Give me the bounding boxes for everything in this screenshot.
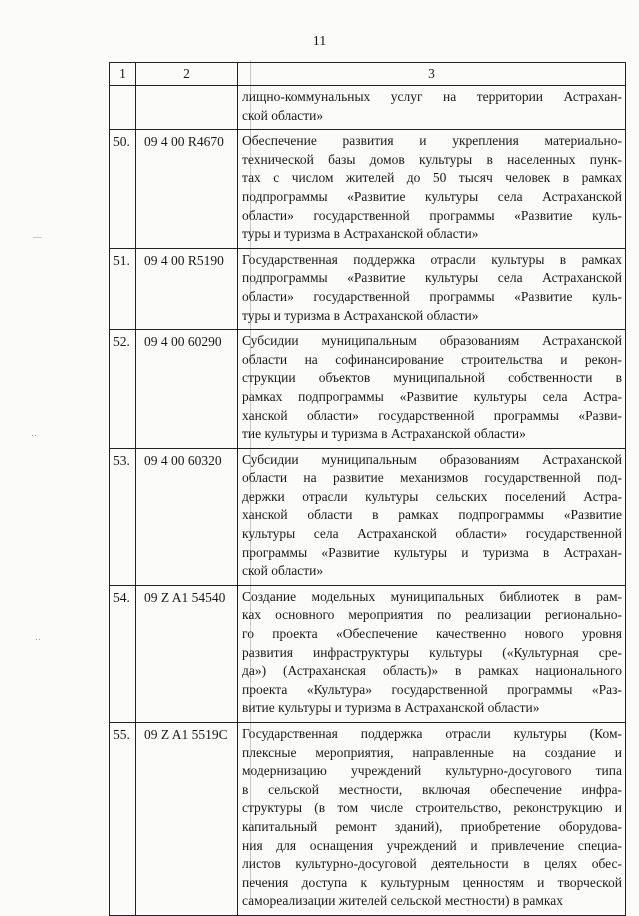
- description-line: развития инфраструктуры культуры («Культурная сре-: [242, 644, 622, 660]
- header-col-3: 3: [238, 63, 626, 86]
- table-row-continuation: [110, 86, 626, 130]
- description-line: рамках подпрограммы «Развитие культуры села Астра-: [242, 388, 622, 404]
- description-line: области» государственной программы «Развитие куль-: [242, 288, 622, 304]
- row-number-cell: 54.: [110, 585, 136, 722]
- row-description-cell: [238, 330, 626, 449]
- row-description-cell: [238, 448, 626, 585]
- header-col-2: 2: [136, 63, 238, 86]
- table-row: [110, 585, 626, 722]
- row-code-cell: 09 4 00 60320: [136, 448, 238, 585]
- description-line: ской области»: [242, 563, 324, 579]
- row-description-cell: [238, 585, 626, 722]
- table-row: [110, 130, 626, 249]
- description-line: подпрограммы «Развитие культуры села Астраханской: [242, 270, 622, 286]
- description-line: Государственная поддержка отрасли культуры (Ком-: [242, 726, 622, 741]
- description-line: структуры (в том числе строительство, реконструкцию и: [242, 800, 622, 816]
- row-number-cell: [110, 86, 136, 130]
- description-line: плексные мероприятия, направленные на создание и: [242, 744, 622, 760]
- description-line: Субсидии муниципальным образованиям Астраханской: [242, 333, 622, 349]
- page-number: 11: [312, 34, 327, 49]
- description-line: ханской области в рамках подпрограммы «Развитие: [242, 507, 622, 523]
- description-line: витие культуры и туризма в Астраханской области»: [242, 700, 540, 716]
- table-row: [110, 448, 626, 585]
- description-line: Обеспечение развития и укрепления материально-: [242, 133, 622, 149]
- table-row: [110, 248, 626, 329]
- description-line: модернизацию учреждений культурно-досугового типа: [242, 763, 622, 779]
- row-code-cell: 09 4 00 60290: [136, 330, 238, 449]
- description-line: тие культуры и туризма в Астраханской области»: [242, 426, 526, 442]
- header-col-1: 1: [110, 63, 136, 86]
- row-code-cell: 09 Z A1 5519C: [136, 723, 238, 916]
- row-description-cell: [238, 723, 626, 916]
- description-line: самореализации жителей сельской местности) в рамках: [242, 893, 564, 909]
- table-row: [110, 723, 626, 916]
- margin-mark: ‥: [31, 428, 38, 438]
- description-line: ханской области» государственной программы «Разви-: [242, 407, 622, 423]
- description-line: области» государственной программы «Развитие куль-: [242, 207, 622, 223]
- row-number-cell: 55.: [110, 723, 136, 916]
- description-line: технической базы домов культуры в населенных пунк-: [242, 151, 622, 167]
- description-line: туры и туризма в Астраханской области»: [242, 307, 479, 323]
- description-line: тах с числом жителей до 50 тысяч человек в рамках: [242, 170, 622, 186]
- description-line: Создание модельных муниципальных библиотек в рам-: [242, 588, 622, 604]
- description-line: ния для оснащения учреждений и привлечение специа-: [242, 837, 622, 853]
- description-line: области на софинансирование строительства и рекон-: [242, 351, 622, 367]
- description-line: капитальный ремонт зданий), приобретение оборудова-: [242, 818, 622, 834]
- row-description-cell: [238, 86, 626, 130]
- row-number-cell: 52.: [110, 330, 136, 449]
- description-line: ках основного мероприятия по реализации регионально-: [242, 607, 622, 623]
- description-line: да») (Астраханская область)» в рамках национального: [242, 663, 622, 679]
- row-code-cell: 09 Z A1 54540: [136, 585, 238, 722]
- row-code-cell: 09 4 00 R4670: [136, 130, 238, 249]
- row-number-cell: 51.: [110, 248, 136, 329]
- description-line: листов культурно-досуговой деятельности в целях обес-: [242, 856, 622, 872]
- row-number-cell: 50.: [110, 130, 136, 249]
- description-line: Субсидии муниципальным образованиям Астраханской: [242, 451, 622, 467]
- row-code-cell: [136, 86, 238, 130]
- row-code-cell: 09 4 00 R5190: [136, 248, 238, 329]
- row-description-cell: [238, 130, 626, 249]
- table-row: [110, 330, 626, 449]
- description-line: струкции объектов муниципальной собственности в: [242, 370, 622, 386]
- description-line: держки отрасли культуры сельских поселений Астра-: [242, 488, 622, 504]
- description-line: печения доступа к культурным ценностям и творческой: [242, 874, 622, 890]
- description-line: культуры села Астраханской области» государственной: [242, 526, 622, 542]
- margin-mark: ‒‒: [33, 232, 42, 242]
- budget-classification-table: [109, 62, 626, 916]
- row-number-cell: 53.: [110, 448, 136, 585]
- description-line: программы «Развитие культуры и туризма в Астрахан-: [242, 544, 622, 560]
- description-line: в сельской местности, включая обеспечение инфра-: [242, 781, 622, 797]
- description-line: туры и туризма в Астраханской области»: [242, 226, 479, 242]
- margin-mark: ‥: [35, 632, 42, 642]
- description-line: области на развитие механизмов государственной под-: [242, 470, 622, 486]
- table-header-row: [110, 63, 626, 86]
- row-description-cell: [238, 248, 626, 329]
- description-line: Государственная поддержка отрасли культуры в рамках: [242, 251, 622, 267]
- description-line: подпрограммы «Развитие культуры села Астраханской: [242, 188, 622, 204]
- description-line: проекта «Культура» государственной программы «Раз-: [242, 681, 622, 697]
- description-line: ской области»: [242, 107, 324, 123]
- description-line: лищно-коммунальных услуг на территории Астрахан-: [242, 89, 622, 104]
- description-line: го проекта «Обеспечение качественно нового уровня: [242, 626, 622, 642]
